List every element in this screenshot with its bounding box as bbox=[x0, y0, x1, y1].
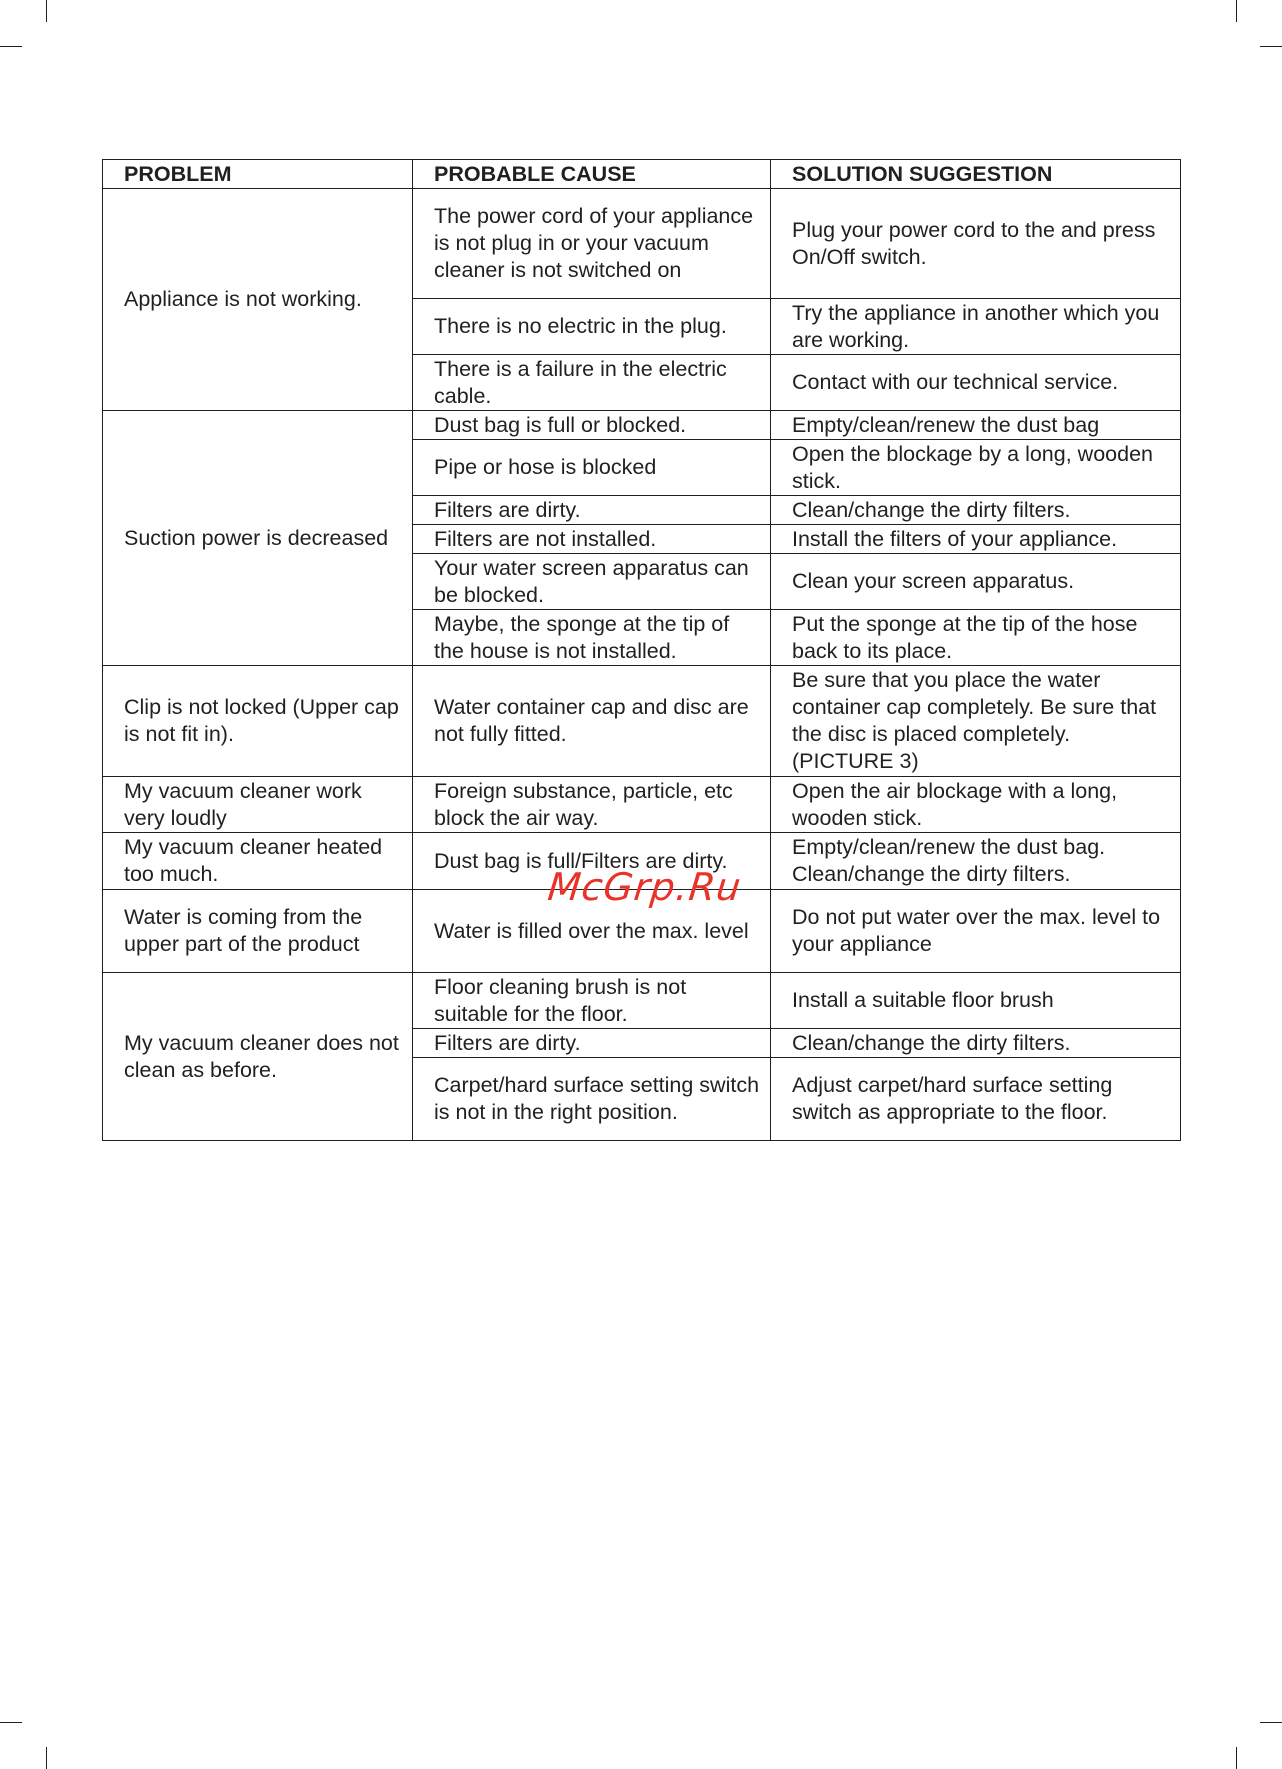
crop-mark bbox=[0, 46, 22, 47]
problem-cell: Clip is not locked (Upper cap is not fit in). bbox=[103, 666, 413, 777]
cause-cell: Dust bag is full or blocked. bbox=[413, 411, 771, 440]
crop-mark bbox=[46, 1747, 47, 1769]
solution-cell: Clean/change the dirty filters. bbox=[771, 496, 1181, 525]
cause-cell: Your water screen apparatus can be blocked. bbox=[413, 554, 771, 610]
solution-cell: Empty/clean/renew the dust bag. Clean/change the dirty filters. bbox=[771, 833, 1181, 890]
problem-cell: Appliance is not working. bbox=[103, 189, 413, 411]
cause-cell: There is a failure in the electric cable. bbox=[413, 355, 771, 411]
crop-mark bbox=[1236, 1747, 1237, 1769]
cause-cell: Filters are dirty. bbox=[413, 496, 771, 525]
crop-mark bbox=[46, 0, 47, 22]
cause-cell: Dust bag is full/Filters are dirty. bbox=[413, 833, 771, 890]
cause-cell: Maybe, the sponge at the tip of the house is not installed. bbox=[413, 610, 771, 666]
solution-cell: Put the sponge at the tip of the hose back to its place. bbox=[771, 610, 1181, 666]
cause-cell: Foreign substance, particle, etc block the air way. bbox=[413, 777, 771, 833]
solution-cell: Clean/change the dirty filters. bbox=[771, 1029, 1181, 1058]
watermark-text: McGrp.Ru bbox=[545, 865, 744, 909]
cause-cell: Water container cap and disc are not fully fitted. bbox=[413, 666, 771, 777]
solution-cell: Do not put water over the max. level to your appliance bbox=[771, 890, 1181, 973]
cause-cell: The power cord of your appliance is not plug in or your vacuum cleaner is not switched on bbox=[413, 189, 771, 299]
solution-cell: Clean your screen apparatus. bbox=[771, 554, 1181, 610]
header-solution: SOLUTION SUGGESTION bbox=[771, 160, 1181, 189]
problem-cell: My vacuum cleaner does not clean as before. bbox=[103, 973, 413, 1141]
table-row bbox=[103, 973, 1181, 1029]
cause-cell: Water is filled over the max. level bbox=[413, 890, 771, 973]
header-cause: PROBABLE CAUSE bbox=[413, 160, 771, 189]
solution-cell: Empty/clean/renew the dust bag bbox=[771, 411, 1181, 440]
solution-cell: Try the appliance in another which you are working. bbox=[771, 299, 1181, 355]
problem-cell: Water is coming from the upper part of the product bbox=[103, 890, 413, 973]
table-row bbox=[103, 666, 1181, 777]
solution-cell: Open the blockage by a long, wooden stick. bbox=[771, 440, 1181, 496]
cause-cell: Floor cleaning brush is not suitable for the floor. bbox=[413, 973, 771, 1029]
table-row bbox=[103, 777, 1181, 833]
crop-mark bbox=[0, 1722, 22, 1723]
problem-cell: Suction power is decreased bbox=[103, 411, 413, 666]
solution-cell: Adjust carpet/hard surface setting switch as appropriate to the floor. bbox=[771, 1058, 1181, 1141]
problem-cell: My vacuum cleaner heated too much. bbox=[103, 833, 413, 890]
problem-cell: My vacuum cleaner work very loudly bbox=[103, 777, 413, 833]
cause-cell: There is no electric in the plug. bbox=[413, 299, 771, 355]
solution-cell: Be sure that you place the water container cap completely. Be sure that the disc is placed completely. (PICTURE 3) bbox=[771, 666, 1181, 777]
solution-cell: Install the filters of your appliance. bbox=[771, 525, 1181, 554]
header-row bbox=[103, 160, 1181, 189]
cause-cell: Filters are dirty. bbox=[413, 1029, 771, 1058]
solution-cell: Install a suitable floor brush bbox=[771, 973, 1181, 1029]
crop-mark bbox=[1260, 46, 1282, 47]
crop-mark bbox=[1236, 0, 1237, 22]
cause-cell: Pipe or hose is blocked bbox=[413, 440, 771, 496]
cause-cell: Carpet/hard surface setting switch is not in the right position. bbox=[413, 1058, 771, 1141]
troubleshooting-table bbox=[102, 159, 1181, 1141]
crop-mark bbox=[1260, 1722, 1282, 1723]
header-problem: PROBLEM bbox=[103, 160, 413, 189]
solution-cell: Open the air blockage with a long, wooden stick. bbox=[771, 777, 1181, 833]
cause-cell: Filters are not installed. bbox=[413, 525, 771, 554]
table-row bbox=[103, 189, 1181, 299]
table-row bbox=[103, 411, 1181, 440]
solution-cell: Contact with our technical service. bbox=[771, 355, 1181, 411]
solution-cell: Plug your power cord to the and press On/Off switch. bbox=[771, 189, 1181, 299]
